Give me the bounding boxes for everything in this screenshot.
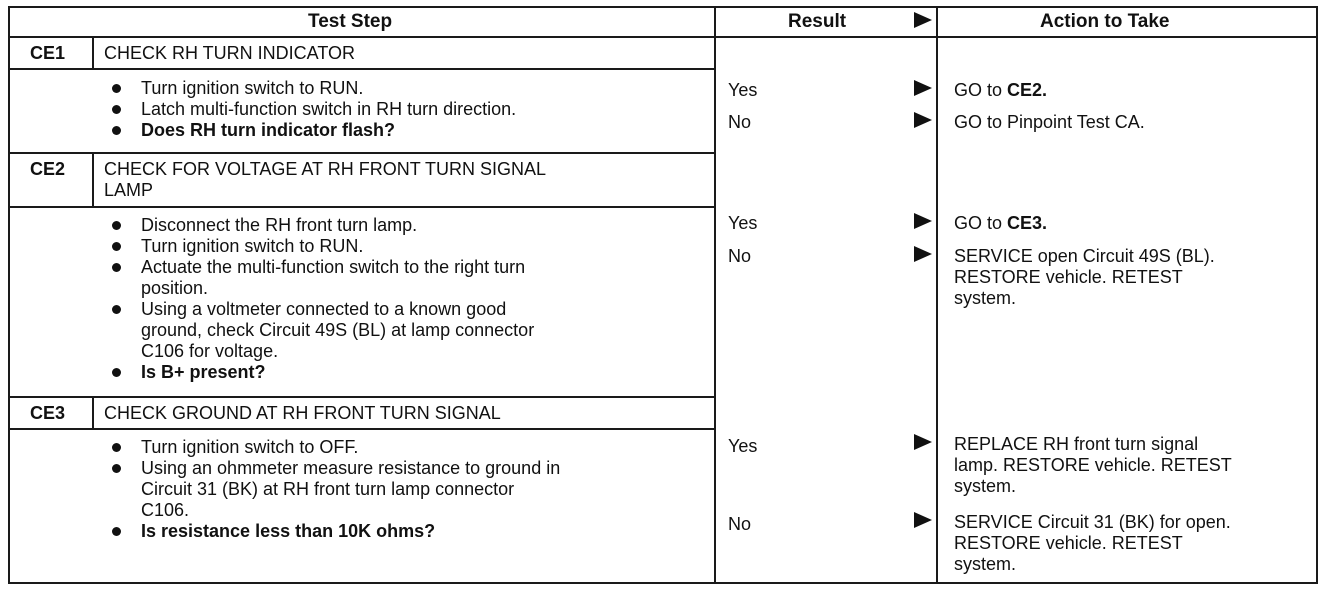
- ce3-step-2-cont2: C106.: [141, 500, 190, 520]
- ce3-title: CHECK GROUND AT RH FRONT TURN SIGNAL: [104, 403, 501, 423]
- ce3-action-no-line1: SERVICE Circuit 31 (BK) for open.: [954, 512, 1231, 532]
- ce3-step-2-cont1: Circuit 31 (BK) at RH front turn lamp connector: [141, 479, 515, 499]
- ce2-step-4: Using a voltmeter connected to a known good: [141, 299, 507, 319]
- ce2-action-yes-link: CE3.: [1007, 213, 1048, 233]
- ce2-id: CE2: [30, 159, 66, 179]
- ce1-result-no: No: [728, 112, 752, 132]
- bullet-icon: [112, 527, 121, 536]
- bullet-icon: [112, 105, 121, 114]
- bullet-icon: [112, 464, 121, 473]
- arrow-icon: [914, 512, 932, 528]
- ce2-step-4-cont2: C106 for voltage.: [141, 341, 279, 361]
- ce1-result-yes: Yes: [728, 80, 758, 100]
- bullet-icon: [112, 443, 121, 452]
- test-step-table: [8, 6, 1318, 584]
- ce3-action-yes-line3: system.: [954, 476, 1017, 496]
- ce2-id-divider: [92, 152, 94, 208]
- ce3-step-2: Using an ohmmeter measure resistance to ground in: [141, 458, 561, 478]
- arrow-icon: [914, 80, 932, 96]
- ce3-result-yes: Yes: [728, 436, 758, 456]
- header-test-step: Test Step: [308, 11, 393, 32]
- ce2-step-5: Is B+ present?: [141, 362, 266, 382]
- arrow-icon: [914, 434, 932, 450]
- ce1-action-yes: [954, 80, 1047, 101]
- table-bottom-border: [8, 582, 1318, 584]
- ce1-title: CHECK RH TURN INDICATOR: [104, 43, 356, 63]
- ce2-title-line2: LAMP: [104, 180, 154, 200]
- header-action: Action to Take: [1040, 11, 1170, 32]
- table-right-border: [1316, 6, 1318, 584]
- ce3-id: CE3: [30, 403, 66, 423]
- bullet-icon: [112, 368, 121, 377]
- bullet-icon: [112, 221, 121, 230]
- bullet-icon: [112, 126, 121, 135]
- action-column-divider: [936, 6, 938, 584]
- ce2-result-no: No: [728, 246, 752, 266]
- ce3-step-1: Turn ignition switch to OFF.: [141, 437, 359, 457]
- ce2-action-yes: [954, 213, 1047, 234]
- ce2-section-bottom: [8, 396, 716, 398]
- ce3-action-yes-line2: lamp. RESTORE vehicle. RETEST: [954, 455, 1232, 475]
- ce2-title-line1: CHECK FOR VOLTAGE AT RH FRONT TURN SIGNAL: [104, 159, 547, 179]
- ce1-action-yes-prefix: GO to: [954, 80, 1008, 100]
- ce3-id-divider: [92, 396, 94, 430]
- ce2-result-yes: Yes: [728, 213, 758, 233]
- ce2-action-yes-prefix: GO to: [954, 213, 1008, 233]
- ce1-step-2: Latch multi-function switch in RH turn direction.: [141, 99, 517, 119]
- arrow-icon: [914, 213, 932, 229]
- ce1-step-3: Does RH turn indicator flash?: [141, 120, 396, 140]
- ce2-step-1: Disconnect the RH front turn lamp.: [141, 215, 418, 235]
- header-arrow-icon: [914, 12, 932, 28]
- ce3-step-3: Is resistance less than 10K ohms?: [141, 521, 436, 541]
- ce2-step-3-cont: position.: [141, 278, 209, 298]
- table-top-border: [8, 6, 1318, 8]
- ce3-title-bottom: [8, 428, 716, 430]
- ce1-step-1: Turn ignition switch to RUN.: [141, 78, 364, 98]
- ce2-title-bottom: [8, 206, 716, 208]
- ce2-step-2: Turn ignition switch to RUN.: [141, 236, 364, 256]
- arrow-icon: [914, 112, 932, 128]
- ce1-section-bottom: [8, 152, 716, 154]
- bullet-icon: [112, 305, 121, 314]
- ce2-step-3: Actuate the multi-function switch to the right turn: [141, 257, 526, 277]
- header-bottom-border: [8, 36, 1318, 38]
- bullet-icon: [112, 84, 121, 93]
- ce3-action-yes-line1: REPLACE RH front turn signal: [954, 434, 1199, 454]
- result-column-divider: [714, 6, 716, 584]
- ce1-action-yes-link: CE2.: [1007, 80, 1048, 100]
- ce1-title-bottom: [8, 68, 716, 70]
- table-left-border: [8, 6, 10, 584]
- ce1-id: CE1: [30, 43, 66, 63]
- ce3-action-no-line3: system.: [954, 554, 1017, 574]
- bullet-icon: [112, 242, 121, 251]
- ce3-action-no-line2: RESTORE vehicle. RETEST: [954, 533, 1183, 553]
- ce3-result-no: No: [728, 514, 752, 534]
- header-result: Result: [788, 11, 847, 32]
- ce2-action-no-line1: SERVICE open Circuit 49S (BL).: [954, 246, 1215, 266]
- ce2-action-no-line3: system.: [954, 288, 1017, 308]
- ce1-action-no: GO to Pinpoint Test CA.: [954, 112, 1145, 132]
- bullet-icon: [112, 263, 121, 272]
- arrow-icon: [914, 246, 932, 262]
- ce2-action-no-line2: RESTORE vehicle. RETEST: [954, 267, 1183, 287]
- ce2-step-4-cont1: ground, check Circuit 49S (BL) at lamp connector: [141, 320, 535, 340]
- ce1-id-divider: [92, 36, 94, 70]
